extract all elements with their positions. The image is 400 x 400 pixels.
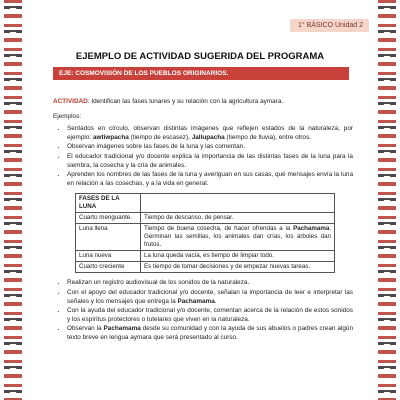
examples-list-bottom bbox=[53, 279, 353, 342]
list-item: • El educador tradicional y/o docente explica la importancia de las distintas fases de la luna para la siembra, la cosecha y la cría de animales. bbox=[67, 153, 353, 170]
table-row: Luna nueva La luna queda vacía, es tiempo de limpiar todo. bbox=[76, 251, 335, 262]
table-header: FASES DE LA LUNA bbox=[76, 194, 141, 213]
list-item: • Con el apoyo del educador tradicional y/o docente, señalan la importancia de leer e interpretar las señales y los mensajes que entrega la Pachamama. bbox=[67, 289, 353, 306]
list-item: • Realizan un registro audiovisual de los sonidos de la naturaleza. bbox=[67, 279, 353, 288]
table-header-row bbox=[76, 194, 335, 213]
grade-unit-tag: 1° BÁSICO Unidad 2 bbox=[290, 19, 369, 32]
axis-banner: EJE: COSMOVISIÓN DE LOS PUEBLOS ORIGINARIOS. bbox=[53, 67, 349, 80]
list-item: • Observan imágenes sobre las fases de la luna y las comentan. bbox=[67, 143, 353, 152]
list-item: • Con la ayuda del educador tradicional y/o docente, comentan acerca de la relación de estos sonidos y los espíritus protectores o tutelares que viven en la naturaleza. bbox=[67, 307, 353, 324]
list-item: • Observan la Pachamama desde su comunidad y con la ayuda de sus abuelos o padres crean algún texto breve en lengua aymara que será presentado al curso. bbox=[67, 325, 353, 342]
table-row: Cuarto menguante. Tiempo de descanso, de pensar. bbox=[76, 213, 335, 224]
activity-content bbox=[53, 98, 353, 344]
list-item: • Aprenden los nombres de las fases de la luna y averiguan en sus casas, qué mensajes envía la luna en relación a las cosechas, y a la vida en general. bbox=[67, 171, 353, 188]
page-title: EJEMPLO DE ACTIVIDAD SUGERIDA DEL PROGRAMA bbox=[75, 51, 325, 62]
examples-label: Ejemplos: bbox=[53, 112, 82, 120]
table-row: Cuarto creciente Es tiempo de tomar decisiones y de empezar nuevas tareas. bbox=[76, 262, 335, 273]
examples-list-top bbox=[53, 125, 353, 188]
activity-statement: ACTIVIDAD: Identifican las fases lunares y su relación con la agricultura aymara. bbox=[53, 98, 284, 105]
table-row: Luna llena Tiempo de buena cosecha, de hacer ofrendas a la Pachamama. Germinan las semillas, los animales dan crías, los árboles dan frutos. bbox=[76, 224, 335, 251]
list-item: • Sentados en círculo, observan distintas imágenes que reflejen estados de la naturaleza, por ejemplo: awtiwpacha (tiempo de escasez), Jallupacha (tiempo de lluvia), entre otros. bbox=[67, 125, 353, 142]
moon-phases-table bbox=[75, 193, 335, 273]
